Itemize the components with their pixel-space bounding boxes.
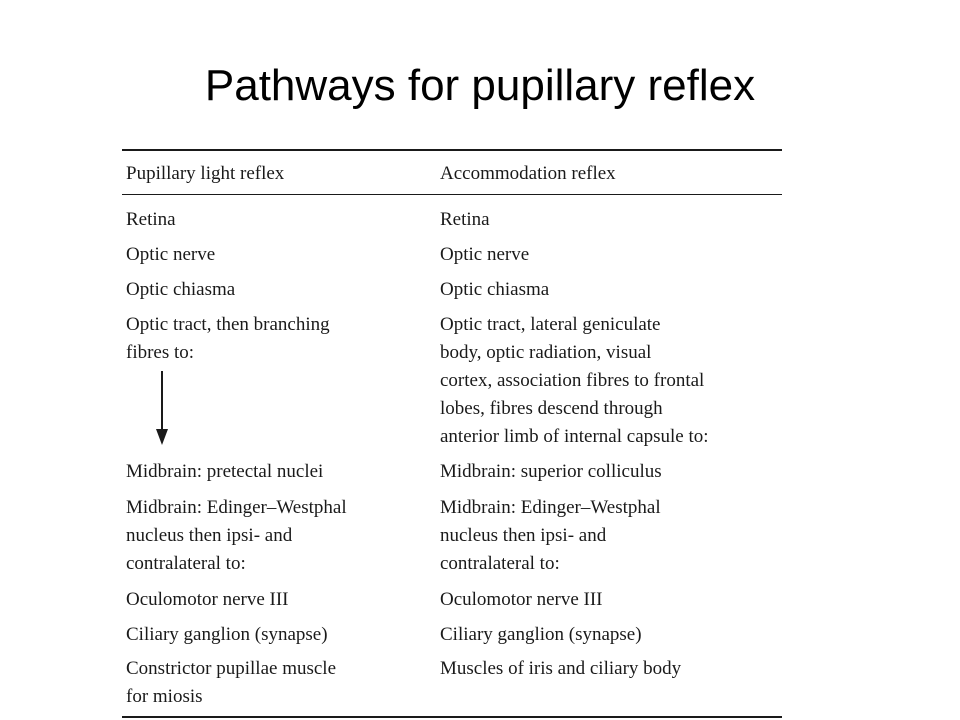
table-cell: nucleus then ipsi- and [126,525,293,546]
table-cell: Optic tract, lateral geniculate [440,314,661,335]
table-cell: Optic tract, then branching [126,314,330,335]
column-header-light-reflex: Pupillary light reflex [126,163,285,184]
table-cell: body, optic radiation, visual [440,342,652,363]
table-cell: Midbrain: Edinger–Westphal [126,497,347,518]
table-cell: Ciliary ganglion (synapse) [126,624,328,645]
table-cell: fibres to: [126,342,195,363]
table-cell: Retina [440,209,490,230]
down-arrow-icon [154,371,170,447]
slide-title: Pathways for pupillary reflex [204,61,756,110]
table-cell: Optic chiasma [126,279,236,300]
table-cell: contralateral to: [440,553,560,574]
table-cell: contralateral to: [126,553,246,574]
table-cell: Optic nerve [440,244,530,265]
table-cell: Midbrain: Edinger–Westphal [440,497,661,518]
table-cell: Oculomotor nerve III [126,589,289,610]
table-top-rule [122,149,782,151]
table-cell: cortex, association fibres to frontal [440,370,705,391]
table-cell: Muscles of iris and ciliary body [440,658,682,679]
table-cell: anterior limb of internal capsule to: [440,426,709,447]
table-cell: Oculomotor nerve III [440,589,603,610]
table-bottom-rule [122,716,782,718]
column-header-accommodation-reflex: Accommodation reflex [440,163,616,184]
table-cell: Ciliary ganglion (synapse) [440,624,642,645]
table-cell: Constrictor pupillae muscle [126,658,337,679]
table-cell: Optic nerve [126,244,216,265]
table-cell: Optic chiasma [440,279,550,300]
table-cell: Retina [126,209,176,230]
table-cell: for miosis [126,686,203,707]
table-cell: nucleus then ipsi- and [440,525,607,546]
table-cell: lobes, fibres descend through [440,398,663,419]
table-cell: Midbrain: pretectal nuclei [126,461,324,482]
table-header-rule [122,194,782,195]
table-cell: Midbrain: superior colliculus [440,461,662,482]
